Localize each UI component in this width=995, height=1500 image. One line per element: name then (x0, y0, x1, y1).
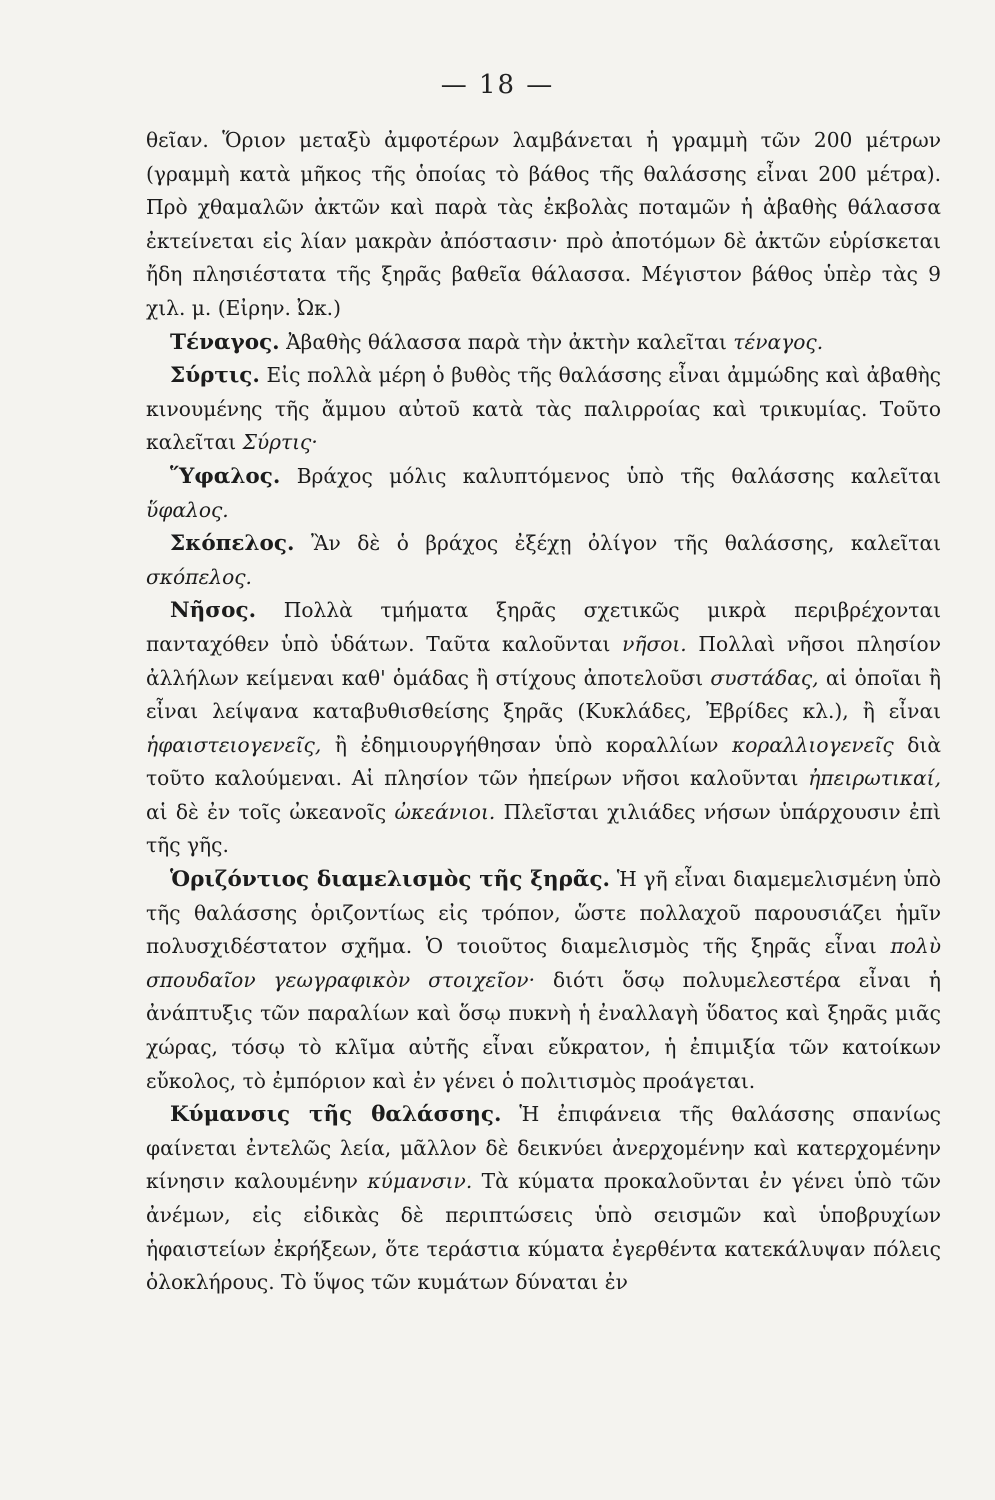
italic-term: Σύρτις· (242, 430, 318, 455)
paragraph-text: Τὰ κύματα προκαλοῦνται ἐν γένει ὑπὸ τῶν ἀνέμων, εἰς εἰδικὰς δὲ περιπτώσεις ὑπὸ σεισμῶν καὶ ὑποβρυχίων ἡφαιστείων ἐκρήξεων, ὅτε τεράστια κύματα ἐγερθέντα κατεκάλυψαν πόλεις ὁλοκλήρους. Τὸ ὕψος τῶν κυμάτων δύναται ἐν (146, 1169, 942, 1295)
paragraph (146, 1098, 941, 1300)
paragraph (146, 460, 941, 527)
paragraph-text: διὰ τοῦτο καλούμεναι. Αἱ πλησίον τῶν ἠπείρων νῆσοι καλοῦνται (146, 732, 942, 791)
italic-term: κύμανσιν. (367, 1169, 473, 1194)
paragraph-text: διότι ὅσῳ πολυμελεστέρα εἶναι ἡ ἀνάπτυξις τῶν παραλίων καὶ ὅσῳ πυκνὴ ἡ ἐναλλαγὴ ὕδατος καὶ ξηρᾶς μιᾶς χώρας, τόσῳ τὸ κλῖμα αὐτῆς εἶναι εὔκρατον, ἡ ἐπιμιξία τῶν κατοίκων εὔκολος, τὸ ἐμπόριον καὶ ἐν γένει ὁ πολιτισμὸς προάγεται. (146, 967, 941, 1093)
paragraph-text: Πλεῖσται χιλιάδες νήσων ὑπάρχουσιν ἐπὶ τῆς γῆς. (146, 799, 941, 858)
term-heading: Ὕφαλος. (170, 463, 281, 489)
paragraph (146, 594, 941, 863)
page-number: — 18 — (440, 70, 555, 100)
term-heading: Τέναγος. (170, 329, 280, 355)
italic-term: συστάδας, (710, 665, 819, 690)
body-text (146, 124, 941, 1300)
term-heading: Σκόπελος. (170, 531, 295, 557)
term-heading: Νῆσος. (170, 598, 257, 624)
italic-term: ὕφαλος. (146, 497, 229, 522)
continued-paragraph (146, 124, 941, 326)
italic-term: σκόπελος. (146, 564, 252, 589)
italic-term: κοραλλιογενεῖς (731, 732, 894, 757)
paragraph-text: θεῖαν. Ὅριον μεταξὺ ἀμφοτέρων λαμβάνεται ἡ γραμμὴ τῶν 200 μέτρων (γραμμὴ κατὰ μῆκος τῆς ὁποίας τὸ βάθος τῆς θαλάσσης εἶναι 200 μέτρα). Πρὸ χθαμαλῶν ἀκτῶν καὶ παρὰ τὰς ἐκβολὰς ποταμῶν ἡ ἀβαθὴς θάλασσα ἐκτείνεται εἰς λίαν μακρὰν ἀπόστασιν· πρὸ ἀποτόμων δὲ ἀκτῶν εὑρίσκεται ἤδη πλησιέστατα τῆς ξηρᾶς βαθεῖα θάλασσα. Μέγιστον βάθος ὑπὲρ τὰς 9 χιλ. μ. (Εἰρην. Ὠκ.) (146, 128, 941, 320)
paragraph-text: Ἡ ἐπιφάνεια τῆς θαλάσσης σπανίως φαίνεται ἐντελῶς λεία, μᾶλλον δὲ δεικνύει ἀνερχομένην καὶ κατερχομένην κίνησιν καλουμένην (146, 1102, 941, 1194)
paragraph-text: Βράχος μόλις καλυπτόμενος ὑπὸ τῆς θαλάσσης καλεῖται (280, 463, 941, 488)
paragraph (146, 527, 941, 594)
italic-term: τέναγος. (733, 329, 824, 354)
italic-term: ἠπειρωτικαί, (808, 766, 941, 791)
term-heading: Ὁριζόντιος διαμελισμὸς τῆς ξηρᾶς. (170, 867, 611, 893)
paragraph-text: Ἀβαθὴς θάλασσα παρὰ τὴν ἀκτὴν καλεῖται (279, 329, 734, 354)
italic-term: πολὺ σπουδαῖον γεωγραφικὸν στοιχεῖον· (146, 934, 941, 992)
paragraph-text: ἢ ἐδημιουργήθησαν ὑπὸ κοραλλίων (321, 732, 732, 757)
paragraph (146, 863, 941, 1098)
italic-term: ἡφαιστειογενεῖς, (146, 732, 322, 757)
paragraph-text: Ἂν δὲ ὁ βράχος ἐξέχῃ ὀλίγον τῆς θαλάσσης, καλεῖται (294, 531, 941, 556)
italic-term: νῆσοι. (622, 631, 687, 656)
paragraph-text: αἱ δὲ ἐν τοῖς ὠκεανοῖς (146, 799, 395, 824)
paragraph-text: Πολλαὶ νῆσοι πλησίον ἀλλήλων κείμεναι καθ' ὁμάδας ἢ στίχους ἀποτελοῦσι (146, 631, 941, 690)
paragraph (146, 326, 941, 360)
paragraph-text: Ἡ γῆ εἶναι διαμεμελισμένη ὑπὸ τῆς θαλάσσης ὁριζοντίως εἰς τρόπον, ὥστε πολλαχοῦ παρουσιάζει ἡμῖν πολυσχιδέστατον σχῆμα. Ὁ τοιοῦτος διαμελισμὸς τῆς ξηρᾶς εἶναι (146, 867, 941, 959)
paragraph (146, 359, 941, 460)
term-heading: Κύμανσις τῆς θαλάσσης. (170, 1102, 502, 1128)
paragraph-text: Πολλὰ τμήματα ξηρᾶς σχετικῶς μικρὰ περιβρέχονται πανταχόθεν ὑπὸ ὑδάτων. Ταῦτα καλοῦνται (146, 598, 941, 656)
paragraph-text: αἱ ὁποῖαι ἢ εἶναι λείψανα καταβυθισθείσης ξηρᾶς (Κυκλάδες, Ἐβρίδες κλ.), ἢ εἶναι (146, 665, 941, 724)
italic-term: ὠκεάνιοι. (394, 799, 496, 824)
paragraph-text: Εἰς πολλὰ μέρη ὁ βυθὸς τῆς θαλάσσης εἶναι ἀμμώδης καὶ ἀβαθὴς κινουμένης τῆς ἄμμου αὐτοῦ κατὰ τὰς παλιρροίας καὶ τρικυμίας. Τοῦτο καλεῖται (146, 363, 941, 455)
term-heading: Σύρτις. (170, 363, 260, 389)
